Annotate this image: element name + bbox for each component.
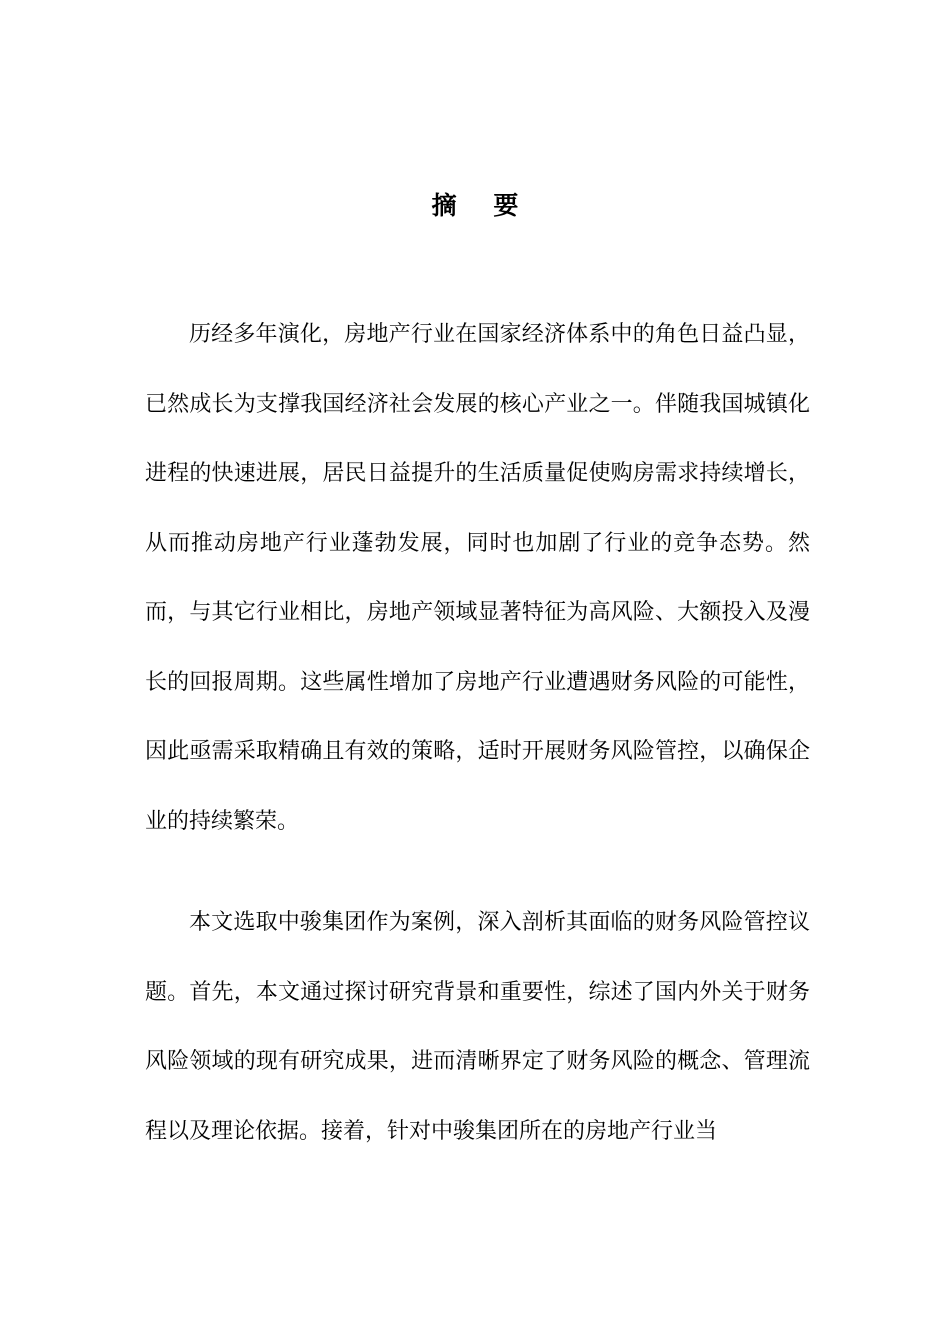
abstract-paragraph-2: 本文选取中骏集团作为案例，深入剖析其面临的财务风险管控议题。首先，本文通过探讨研究背景和重要性，综述了国内外关于财务风险领域的现有研究成果，进而清晰界定了财务风险的概念、管理流程以及理论依据。接着，针对中骏集团所在的房地产行业当	[145, 910, 810, 1144]
abstract-title: 摘 要	[431, 191, 533, 220]
abstract-paragraph-1: 历经多年演化，房地产行业在国家经济体系中的角色日益凸显，已然成长为支撑我国经济社会发展的核心产业之一。伴随我国城镇化进程的快速进展，居民日益提升的生活质量促使购房需求持续增长，从而推动房地产行业蓬勃发展，同时也加剧了行业的竞争态势。然而，与其它行业相比，房地产领域显著特征为高风险、大额投入及漫长的回报周期。这些属性增加了房地产行业遭遇财务风险的可能性，因此亟需采取精确且有效的策略，适时开展财务风险管控，以确保企业的持续繁荣。	[145, 322, 810, 834]
